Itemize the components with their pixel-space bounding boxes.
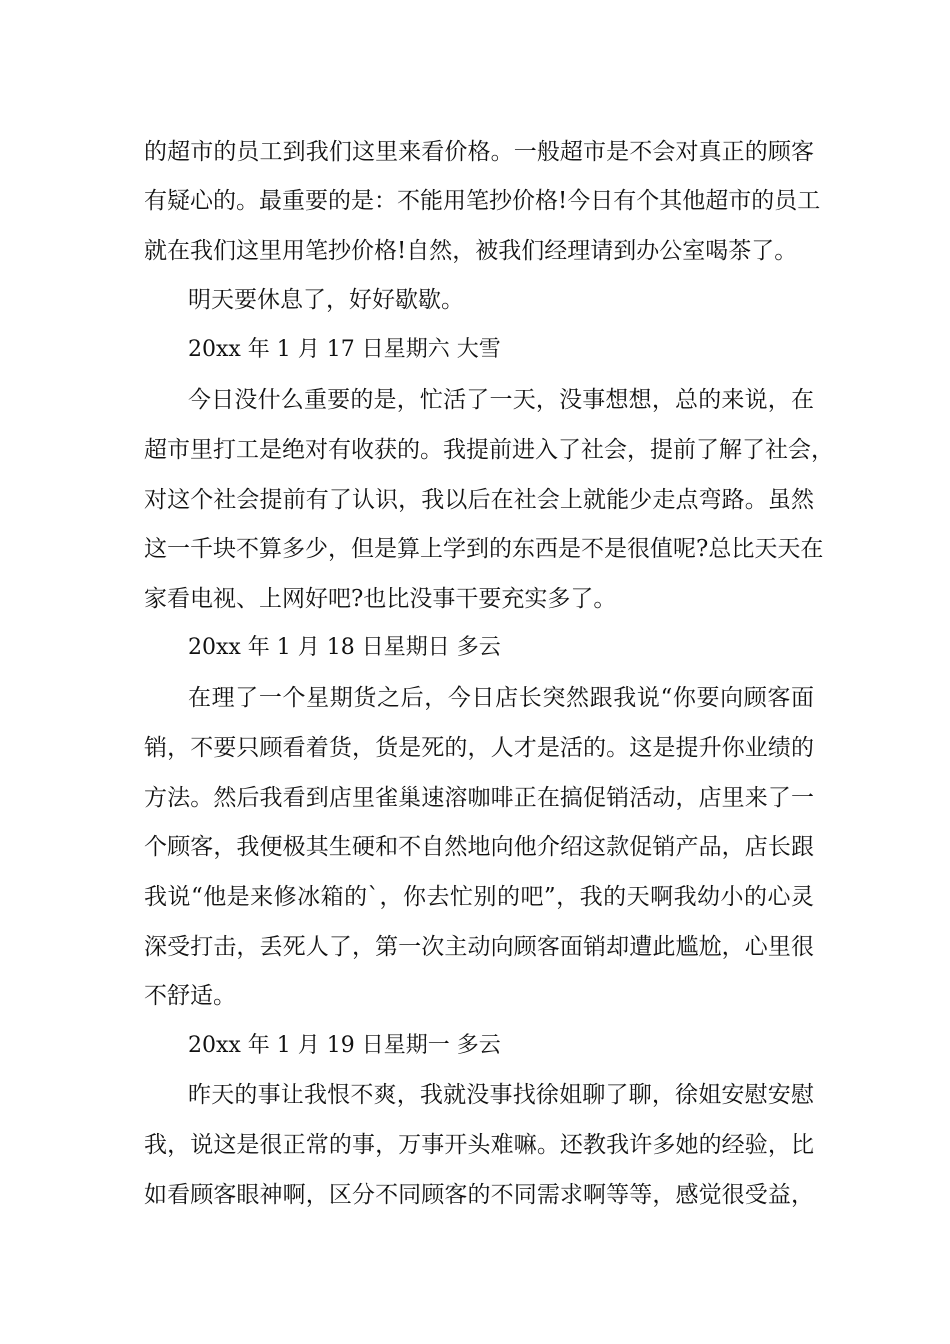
text-line: 我说“他是来修冰箱的`，你去忙别的吧”，我的天啊我幼小的心灵 [144,884,814,910]
text-line: 家看电视、上网好吧?也比没事干要充实多了。 [144,586,617,612]
text-line: 方法。然后我看到店里雀巢速溶咖啡正在搞促销活动，店里来了一 [144,785,814,811]
diary-date-heading: 20xx 年 1 月 17 日星期六 大雪 [188,337,501,362]
text-line: 深受打击，丢死人了，第一次主动向顾客面销却遭此尴尬，心里很 [144,934,814,960]
text-line: 在理了一个星期货之后，今日店长突然跟我说“你要向顾客面 [188,685,814,711]
text-line: 有疑心的。最重要的是：不能用笔抄价格!今日有个其他超市的员工 [144,188,821,214]
text-line: 个顾客，我便极其生硬和不自然地向他介绍这款促销产品，店长跟 [144,834,814,860]
text-line: 不舒适。 [144,983,236,1009]
text-line: 对这个社会提前有了认识，我以后在社会上就能少走点弯路。虽然 [144,487,814,513]
text-line: 销，不要只顾看着货，货是死的，人才是活的。这是提升你业绩的 [144,735,814,761]
text-line: 如看顾客眼神啊，区分不同顾客的不同需求啊等等，感觉很受益， [144,1182,814,1208]
text-line: 这一千块不算多少，但是算上学到的东西是不是很值呢?总比天天在 [144,536,824,562]
diary-date-heading: 20xx 年 1 月 18 日星期日 多云 [188,635,501,660]
text-line: 就在我们这里用笔抄价格!自然，被我们经理请到办公室喝茶了。 [144,238,798,264]
text-line: 我，说这是很正常的事，万事开头难嘛。还教我许多她的经验，比 [144,1132,814,1158]
diary-date-heading: 20xx 年 1 月 19 日星期一 多云 [188,1033,501,1058]
text-line: 超市里打工是绝对有收获的。我提前进入了社会，提前了解了社会， [144,437,834,463]
text-line: 的超市的员工到我们这里来看价格。一般超市是不会对真正的顾客 [144,139,814,165]
text-line: 明天要休息了，好好歇歇。 [188,287,464,313]
text-line: 今日没什么重要的是，忙活了一天，没事想想，总的来说，在 [188,387,814,413]
text-line: 昨天的事让我恨不爽，我就没事找徐姐聊了聊，徐姐安慰安慰 [188,1082,814,1108]
